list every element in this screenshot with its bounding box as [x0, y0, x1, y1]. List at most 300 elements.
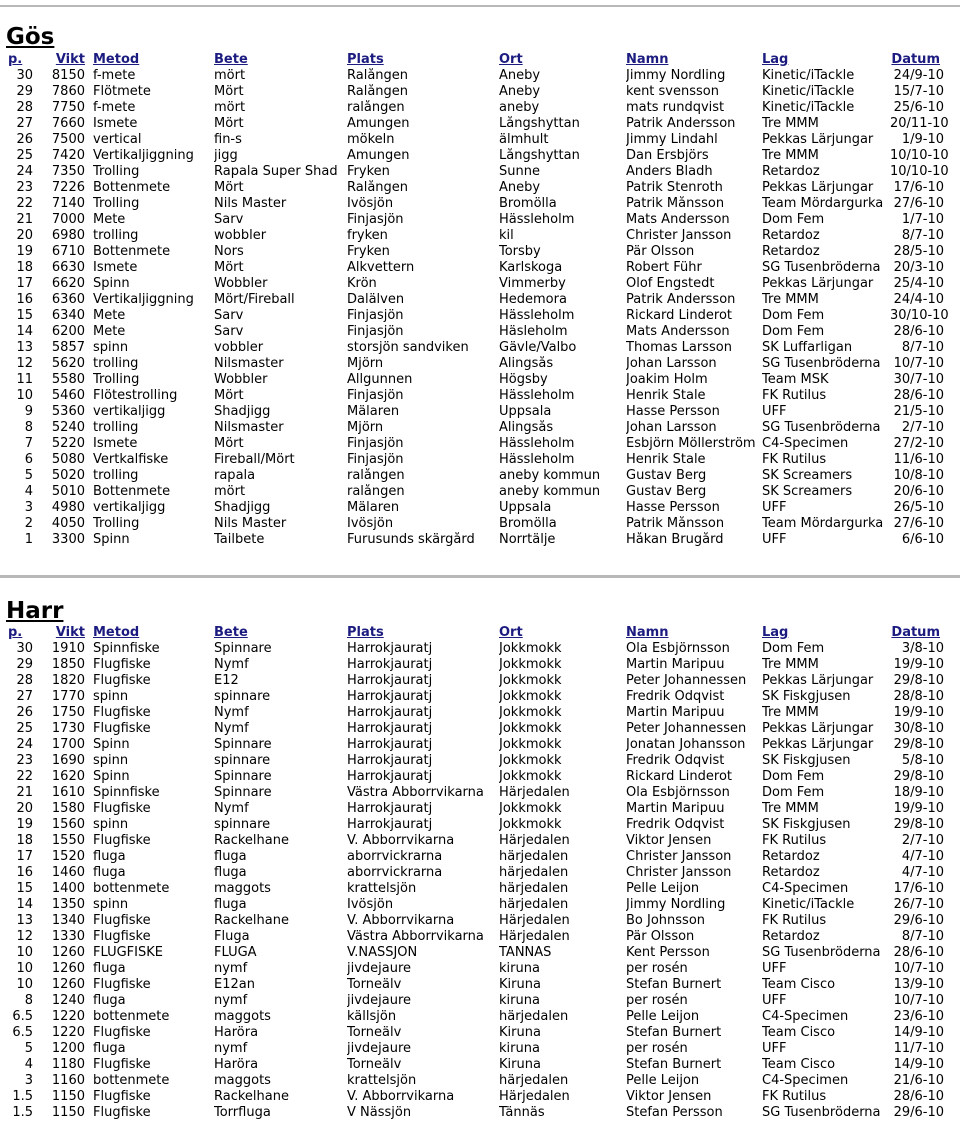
town-cell: Jokkmokk	[499, 657, 562, 672]
table-row	[0, 977, 960, 993]
date-cell: 17/6-10	[893, 180, 944, 195]
table-row	[0, 212, 960, 228]
name-cell: Patrik Stenroth	[626, 180, 723, 195]
team-cell: Kinetic/iTackle	[762, 68, 855, 83]
table-row	[0, 1041, 960, 1057]
town-cell: Jokkmokk	[499, 817, 562, 832]
weight-cell: 6360	[51, 292, 85, 307]
place-cell: 10	[16, 945, 33, 960]
town-cell: Uppsala	[499, 404, 552, 419]
name-cell: per rosén	[626, 993, 688, 1008]
method-cell: Flugfiske	[93, 705, 151, 720]
name-cell: Dan Ersbjörs	[626, 148, 709, 163]
bait-cell: Haröra	[214, 1057, 259, 1072]
location-cell: Västra Abborrvikarna	[347, 785, 484, 800]
method-cell: Flugfiske	[93, 977, 151, 992]
town-cell: Norrtälje	[499, 532, 556, 547]
bait-cell: jigg	[214, 148, 238, 163]
place-cell: 3	[24, 500, 33, 515]
bait-cell: maggots	[214, 881, 271, 896]
name-cell: Martin Maripuu	[626, 801, 725, 816]
name-cell: Mats Andersson	[626, 212, 730, 227]
weight-cell: 1400	[51, 881, 85, 896]
weight-cell: 7140	[51, 196, 85, 211]
team-cell: Retardoz	[762, 244, 820, 259]
place-cell: 20	[16, 228, 33, 243]
weight-cell: 1690	[51, 753, 85, 768]
table-row	[0, 897, 960, 913]
date-cell: 4/7-10	[901, 849, 944, 864]
place-cell: 17	[16, 849, 33, 864]
weight-cell: 1700	[51, 737, 85, 752]
town-cell: Jokkmokk	[499, 641, 562, 656]
weight-cell: 6980	[51, 228, 85, 243]
column-header-weight: Vikt	[55, 625, 85, 640]
name-cell: Patrik Andersson	[626, 116, 736, 131]
top-divider	[0, 5, 960, 7]
bait-cell: maggots	[214, 1073, 271, 1088]
place-cell: 10	[16, 388, 33, 403]
location-cell: Harrokjauratj	[347, 657, 433, 672]
table-row	[0, 689, 960, 705]
location-cell: V. Abborrvikarna	[347, 913, 455, 928]
table-row	[0, 785, 960, 801]
name-cell: Olof Engstedt	[626, 276, 715, 291]
bait-cell: nymf	[214, 993, 248, 1008]
bait-cell: Spinnare	[214, 737, 272, 752]
name-cell: Thomas Larsson	[626, 340, 732, 355]
date-cell: 11/6-10	[893, 452, 944, 467]
team-cell: UFF	[762, 404, 787, 419]
method-cell: Ismete	[93, 116, 138, 131]
table-row	[0, 1025, 960, 1041]
weight-cell: 1580	[51, 801, 85, 816]
method-cell: Flugfiske	[93, 1057, 151, 1072]
table-row	[0, 356, 960, 372]
method-cell: Vertikaljiggning	[93, 292, 194, 307]
weight-cell: 5240	[51, 420, 85, 435]
name-cell: Hasse Persson	[626, 500, 720, 515]
method-cell: fluga	[93, 1041, 126, 1056]
weight-cell: 1240	[51, 993, 85, 1008]
location-cell: källsjön	[347, 1009, 397, 1024]
method-cell: Flugfiske	[93, 801, 151, 816]
weight-cell: 1550	[51, 833, 85, 848]
bait-cell: Nymf	[214, 705, 249, 720]
table-row	[0, 68, 960, 84]
town-cell: Jokkmokk	[499, 737, 562, 752]
town-cell: härjedalen	[499, 897, 569, 912]
date-cell: 1/9-10	[901, 132, 944, 147]
team-cell: FK Rutilus	[762, 452, 827, 467]
bait-cell: nymf	[214, 1041, 248, 1056]
method-cell: Bottenmete	[93, 244, 171, 259]
table-row	[0, 100, 960, 116]
weight-cell: 7660	[51, 116, 85, 131]
date-cell: 30/10-10	[890, 308, 949, 323]
location-cell: Ivösjön	[347, 196, 394, 211]
weight-cell: 1460	[51, 865, 85, 880]
weight-cell: 6200	[51, 324, 85, 339]
method-cell: Flötestrolling	[93, 388, 178, 403]
table-row	[0, 484, 960, 500]
weight-cell: 4050	[51, 516, 85, 531]
date-cell: 19/9-10	[893, 657, 944, 672]
column-header-date: Datum	[891, 625, 940, 640]
name-cell: Robert Führ	[626, 260, 702, 275]
table-header-row	[0, 52, 960, 68]
bait-cell: Mört	[214, 84, 244, 99]
bait-cell: spinnare	[214, 753, 271, 768]
bait-cell: Rackelhane	[214, 913, 289, 928]
location-cell: mökeln	[347, 132, 395, 147]
column-header-bait: Bete	[214, 52, 248, 67]
town-cell: härjedalen	[499, 1009, 569, 1024]
date-cell: 20/6-10	[893, 484, 944, 499]
place-cell: 6.5	[12, 1009, 33, 1024]
method-cell: fluga	[93, 993, 126, 1008]
team-cell: SK Luffarligan	[762, 340, 853, 355]
town-cell: Jokkmokk	[499, 801, 562, 816]
column-header-bait: Bete	[214, 625, 248, 640]
bait-cell: Nymf	[214, 801, 249, 816]
team-cell: SK Fiskgjusen	[762, 817, 851, 832]
name-cell: Stefan Persson	[626, 1105, 723, 1120]
location-cell: ralången	[347, 468, 405, 483]
table-row	[0, 833, 960, 849]
location-cell: V.NÄSSJÖN	[347, 945, 418, 960]
location-cell: Amungen	[347, 116, 410, 131]
table-row	[0, 817, 960, 833]
weight-cell: 1220	[51, 1009, 85, 1024]
town-cell: Bromölla	[499, 516, 557, 531]
place-cell: 18	[16, 260, 33, 275]
table-row	[0, 260, 960, 276]
bait-cell: Shadjigg	[214, 500, 271, 515]
team-cell: Team Mördargurka	[762, 196, 884, 211]
town-cell: Gävle/Valbo	[499, 340, 577, 355]
method-cell: Flötmete	[93, 84, 151, 99]
place-cell: 14	[16, 324, 33, 339]
name-cell: Kent Persson	[626, 945, 710, 960]
location-cell: jivdejaure	[347, 1041, 412, 1056]
weight-cell: 7000	[51, 212, 85, 227]
place-cell: 29	[16, 84, 33, 99]
location-cell: Finjasjön	[347, 212, 404, 227]
team-cell: Dom Fem	[762, 212, 825, 227]
name-cell: Johan Larsson	[626, 420, 717, 435]
location-cell: Ralången	[347, 84, 409, 99]
place-cell: 1.5	[12, 1089, 33, 1104]
date-cell: 10/7-10	[893, 993, 944, 1008]
place-cell: 18	[16, 833, 33, 848]
weight-cell: 1620	[51, 769, 85, 784]
table-row	[0, 500, 960, 516]
place-cell: 6	[24, 452, 33, 467]
table-row	[0, 164, 960, 180]
bait-cell: Nilsmaster	[214, 420, 284, 435]
team-cell: Dom Fem	[762, 308, 825, 323]
town-cell: Hässleholm	[499, 308, 575, 323]
location-cell: Finjasjön	[347, 388, 404, 403]
town-cell: härjedalen	[499, 865, 569, 880]
date-cell: 10/7-10	[893, 961, 944, 976]
location-cell: Mjörn	[347, 356, 384, 371]
table-row	[0, 769, 960, 785]
table-row	[0, 420, 960, 436]
column-header-name: Namn	[626, 625, 669, 640]
date-cell: 6/6-10	[901, 532, 944, 547]
method-cell: Trolling	[93, 164, 140, 179]
name-cell: kent svensson	[626, 84, 719, 99]
name-cell: Jonatan Johansson	[626, 737, 746, 752]
date-cell: 30/8-10	[893, 721, 944, 736]
bait-cell: Mört/Fireball	[214, 292, 295, 307]
location-cell: Amungen	[347, 148, 410, 163]
method-cell: spinn	[93, 817, 129, 832]
place-cell: 24	[16, 164, 33, 179]
place-cell: 16	[16, 865, 33, 880]
table-header-row	[0, 625, 960, 641]
name-cell: Stefan Burnert	[626, 1057, 722, 1072]
place-cell: 19	[16, 244, 33, 259]
table-row	[0, 372, 960, 388]
name-cell: Stefan Burnert	[626, 1025, 722, 1040]
date-cell: 29/8-10	[893, 737, 944, 752]
team-cell: FK Rutilus	[762, 833, 827, 848]
bait-cell: fluga	[214, 865, 247, 880]
team-cell: UFF	[762, 532, 787, 547]
column-header-team: Lag	[762, 625, 789, 640]
location-cell: fryken	[347, 228, 388, 243]
weight-cell: 1850	[51, 657, 85, 672]
name-cell: Henrik Stale	[626, 452, 706, 467]
method-cell: Flugfiske	[93, 913, 151, 928]
location-cell: Furusunds skärgård	[347, 532, 475, 547]
town-cell: Härjedalen	[499, 913, 570, 928]
team-cell: Tre MMM	[762, 148, 819, 163]
bait-cell: fluga	[214, 897, 247, 912]
place-cell: 1	[24, 532, 33, 547]
date-cell: 3/8-10	[901, 641, 944, 656]
team-cell: Tre MMM	[762, 292, 819, 307]
place-cell: 25	[16, 721, 33, 736]
date-cell: 2/7-10	[901, 420, 944, 435]
date-cell: 10/8-10	[893, 468, 944, 483]
location-cell: Ralången	[347, 68, 409, 83]
team-cell: SG Tusenbröderna	[762, 1105, 881, 1120]
name-cell: Patrik Andersson	[626, 292, 736, 307]
location-cell: Harrokjauratj	[347, 817, 433, 832]
place-cell: 3	[24, 1073, 33, 1088]
method-cell: Flugfiske	[93, 721, 151, 736]
table-row	[0, 1057, 960, 1073]
weight-cell: 1330	[51, 929, 85, 944]
team-cell: Retardoz	[762, 865, 820, 880]
date-cell: 14/9-10	[893, 1057, 944, 1072]
date-cell: 10/10-10	[890, 148, 949, 163]
weight-cell: 1180	[51, 1057, 85, 1072]
town-cell: Kiruna	[499, 1025, 541, 1040]
bait-cell: nymf	[214, 961, 248, 976]
table-row	[0, 308, 960, 324]
date-cell: 8/7-10	[901, 929, 944, 944]
bait-cell: fin-s	[214, 132, 242, 147]
town-cell: älmhult	[499, 132, 549, 147]
team-cell: Pekkas Lärjungar	[762, 737, 874, 752]
team-cell: Dom Fem	[762, 785, 825, 800]
method-cell: vertikaljigg	[93, 404, 166, 419]
date-cell: 18/9-10	[893, 785, 944, 800]
name-cell: Pär Olsson	[626, 929, 695, 944]
table-row	[0, 849, 960, 865]
town-cell: Hässleholm	[499, 452, 575, 467]
name-cell: Peter Johannessen	[626, 721, 747, 736]
team-cell: SK Screamers	[762, 484, 853, 499]
date-cell: 29/8-10	[893, 817, 944, 832]
method-cell: spinn	[93, 340, 129, 355]
place-cell: 4	[24, 1057, 33, 1072]
method-cell: Bottenmete	[93, 180, 171, 195]
location-cell: krattelsjön	[347, 1073, 417, 1088]
weight-cell: 6620	[51, 276, 85, 291]
location-cell: Ralången	[347, 180, 409, 195]
location-cell: Harrokjauratj	[347, 769, 433, 784]
weight-cell: 6630	[51, 260, 85, 275]
town-cell: kil	[499, 228, 514, 243]
bait-cell: spinnare	[214, 689, 271, 704]
table-row	[0, 1105, 960, 1121]
weight-cell: 7226	[51, 180, 85, 195]
method-cell: Flugfiske	[93, 1025, 151, 1040]
date-cell: 1/7-10	[901, 212, 944, 227]
weight-cell: 1260	[51, 961, 85, 976]
bait-cell: Nils Master	[214, 516, 287, 531]
location-cell: V Nässjön	[347, 1105, 412, 1120]
place-cell: 23	[16, 753, 33, 768]
table-row	[0, 1089, 960, 1105]
place-cell: 15	[16, 881, 33, 896]
location-cell: Mjörn	[347, 420, 384, 435]
name-cell: per rosén	[626, 1041, 688, 1056]
place-cell: 28	[16, 673, 33, 688]
method-cell: FLUGFISKE	[93, 945, 163, 960]
bait-cell: maggots	[214, 1009, 271, 1024]
table-row	[0, 116, 960, 132]
location-cell: Finjasjön	[347, 308, 404, 323]
table-row	[0, 929, 960, 945]
date-cell: 21/5-10	[893, 404, 944, 419]
date-cell: 11/7-10	[893, 1041, 944, 1056]
location-cell: Mälaren	[347, 404, 400, 419]
table-row	[0, 657, 960, 673]
weight-cell: 5080	[51, 452, 85, 467]
name-cell: Fredrik Odqvist	[626, 817, 725, 832]
team-cell: Tre MMM	[762, 116, 819, 131]
town-cell: Hässleholm	[499, 388, 575, 403]
place-cell: 23	[16, 180, 33, 195]
location-cell: Torneälv	[347, 1057, 402, 1072]
place-cell: 8	[24, 420, 33, 435]
name-cell: Joakim Holm	[626, 372, 708, 387]
team-cell: Kinetic/iTackle	[762, 100, 855, 115]
team-cell: Retardoz	[762, 849, 820, 864]
bait-cell: Rackelhane	[214, 1089, 289, 1104]
town-cell: TÄNNÄS	[499, 945, 552, 960]
place-cell: 21	[16, 212, 33, 227]
name-cell: Mats Andersson	[626, 324, 730, 339]
weight-cell: 1750	[51, 705, 85, 720]
team-cell: Pekkas Lärjungar	[762, 132, 874, 147]
date-cell: 23/6-10	[893, 1009, 944, 1024]
date-cell: 28/6-10	[893, 945, 944, 960]
method-cell: Trolling	[93, 372, 140, 387]
date-cell: 29/6-10	[893, 1105, 944, 1120]
location-cell: aborrvickrarna	[347, 849, 443, 864]
method-cell: trolling	[93, 356, 139, 371]
team-cell: Dom Fem	[762, 641, 825, 656]
method-cell: spinn	[93, 897, 129, 912]
bait-cell: spinnare	[214, 817, 271, 832]
team-cell: UFF	[762, 993, 787, 1008]
name-cell: Johan Larsson	[626, 356, 717, 371]
date-cell: 25/4-10	[893, 276, 944, 291]
place-cell: 1.5	[12, 1105, 33, 1120]
bait-cell: Mört	[214, 116, 244, 131]
town-cell: härjedalen	[499, 1073, 569, 1088]
name-cell: Stefan Burnert	[626, 977, 722, 992]
weight-cell: 5580	[51, 372, 85, 387]
weight-cell: 1350	[51, 897, 85, 912]
name-cell: Pelle Leijon	[626, 1009, 700, 1024]
town-cell: Hässleholm	[499, 436, 575, 451]
table-row	[0, 721, 960, 737]
weight-cell: 1150	[51, 1105, 85, 1120]
name-cell: Gustav Berg	[626, 468, 707, 483]
weight-cell: 1260	[51, 945, 85, 960]
method-cell: bottenmete	[93, 881, 170, 896]
date-cell: 8/7-10	[901, 228, 944, 243]
location-cell: Harrokjauratj	[347, 753, 433, 768]
location-cell: ralången	[347, 484, 405, 499]
name-cell: Fredrik Odqvist	[626, 753, 725, 768]
date-cell: 26/5-10	[893, 500, 944, 515]
table-row	[0, 516, 960, 532]
method-cell: Flugfiske	[93, 673, 151, 688]
weight-cell: 1200	[51, 1041, 85, 1056]
location-cell: Finjasjön	[347, 452, 404, 467]
name-cell: Pelle Leijon	[626, 881, 700, 896]
bait-cell: Spinnare	[214, 641, 272, 656]
date-cell: 8/7-10	[901, 340, 944, 355]
name-cell: Gustav Berg	[626, 484, 707, 499]
location-cell: Krön	[347, 276, 377, 291]
team-cell: Tre MMM	[762, 705, 819, 720]
weight-cell: 1340	[51, 913, 85, 928]
place-cell: 29	[16, 657, 33, 672]
location-cell: jivdejaure	[347, 993, 412, 1008]
method-cell: Flugfiske	[93, 833, 151, 848]
place-cell: 13	[16, 913, 33, 928]
table-row	[0, 84, 960, 100]
weight-cell: 1160	[51, 1073, 85, 1088]
name-cell: Christer Jansson	[626, 228, 732, 243]
name-cell: Ola Esbjörnsson	[626, 641, 730, 656]
bait-cell: Wobbler	[214, 276, 268, 291]
place-cell: 7	[24, 436, 33, 451]
location-cell: Alkvettern	[347, 260, 415, 275]
weight-cell: 1560	[51, 817, 85, 832]
